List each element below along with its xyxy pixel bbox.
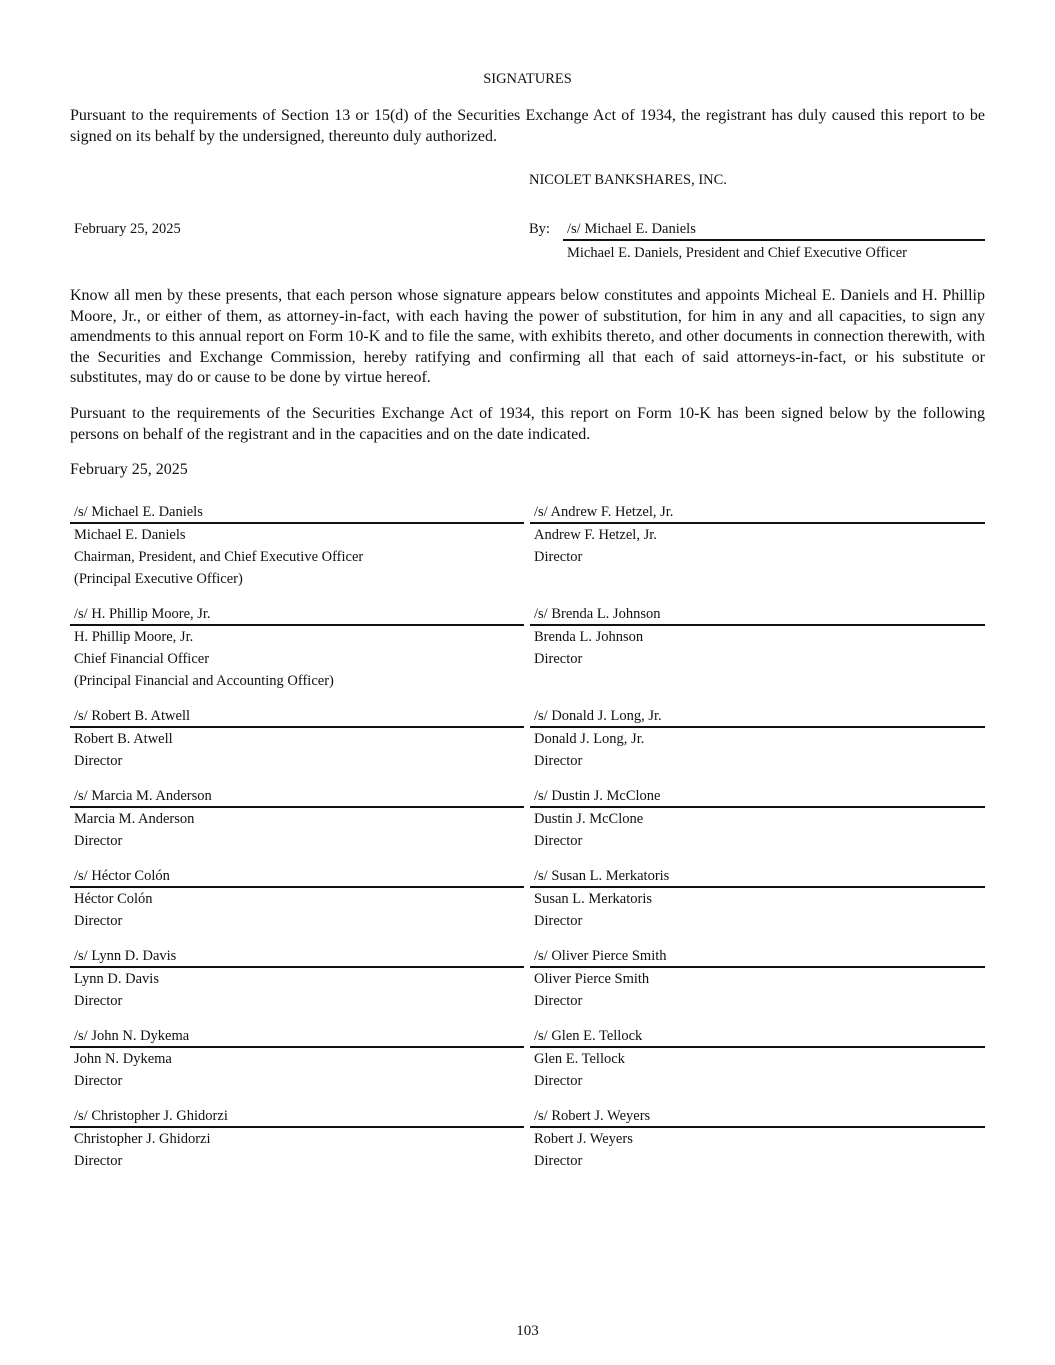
signer-title: Director bbox=[534, 753, 583, 769]
signer-title: (Principal Financial and Accounting Officer) bbox=[74, 673, 334, 689]
signature-block bbox=[530, 866, 985, 932]
company-name: NICOLET BANKSHARES, INC. bbox=[529, 172, 727, 188]
signer-title: Director bbox=[74, 913, 123, 929]
signer-name: Brenda L. Johnson bbox=[534, 629, 644, 645]
signature-line: /s/ Susan L. Merkatoris bbox=[530, 866, 985, 888]
signature-line: /s/ Donald J. Long, Jr. bbox=[530, 706, 985, 728]
signer-name: Michael E. Daniels bbox=[74, 527, 186, 543]
signature-line: /s/ Dustin J. McClone bbox=[530, 786, 985, 808]
signature-block bbox=[70, 604, 524, 692]
signer-title: Director bbox=[74, 753, 123, 769]
signature-line: /s/ Robert J. Weyers bbox=[530, 1106, 985, 1128]
signer-name: Robert B. Atwell bbox=[74, 731, 173, 747]
signature-line: /s/ Glen E. Tellock bbox=[530, 1026, 985, 1048]
signature-line: /s/ Marcia M. Anderson bbox=[70, 786, 524, 808]
signature-block bbox=[70, 1106, 524, 1172]
signature-block bbox=[70, 866, 524, 932]
signature-line: /s/ Andrew F. Hetzel, Jr. bbox=[530, 502, 985, 524]
signature-line: /s/ Brenda L. Johnson bbox=[530, 604, 985, 626]
signer-name: Lynn D. Davis bbox=[74, 971, 159, 987]
signature-line: /s/ John N. Dykema bbox=[70, 1026, 524, 1048]
signer-title: Director bbox=[534, 1073, 583, 1089]
power-of-attorney-paragraph: Know all men by these presents, that each person whose signature appears below constitutes and appoints Micheal E. Daniels and H. Phillip Moore, Jr., or either of them, as attorney-in-fact, with each having the power of substitution, for him in any and all capacities, to sign any amendments to this annual report on Form 10-K and to file the same, with exhibits thereto, and other documents in connection therewith, with the Securities and Exchange Commission, hereby ratifying and confirming all that each of said attorneys-in-fact, or his substitute or substitutes, may do or cause to be done by virtue hereof. bbox=[70, 287, 985, 387]
page-heading: SIGNATURES bbox=[483, 71, 572, 87]
signer-name: Oliver Pierce Smith bbox=[534, 971, 650, 987]
signature-line: /s/ Héctor Colón bbox=[70, 866, 524, 888]
by-label: By: bbox=[529, 221, 550, 237]
registrant-signature: /s/ Michael E. Daniels bbox=[567, 221, 696, 237]
signer-name: Andrew F. Hetzel, Jr. bbox=[534, 527, 657, 543]
signer-title: Director bbox=[534, 993, 583, 1009]
signer-title: Director bbox=[534, 651, 583, 667]
signature-block bbox=[70, 1026, 524, 1092]
signature-block bbox=[70, 502, 524, 590]
signature-line: /s/ Christopher J. Ghidorzi bbox=[70, 1106, 524, 1128]
persons-paragraph: Pursuant to the requirements of the Securities Exchange Act of 1934, this report on Form 10-K has been signed below by the following persons on behalf of the registrant and in the capacities and on the date indicated. bbox=[70, 405, 985, 443]
signer-name: Donald J. Long, Jr. bbox=[534, 731, 645, 747]
signer-title: Chief Financial Officer bbox=[74, 651, 210, 667]
signer-title: Director bbox=[74, 833, 123, 849]
intro-paragraph: Pursuant to the requirements of Section 13 or 15(d) of the Securities Exchange Act of 1934, the registrant has duly caused this report to be signed on its behalf by the undersigned, thereunto duly authorized. bbox=[70, 107, 985, 145]
signature-line: /s/ Oliver Pierce Smith bbox=[530, 946, 985, 968]
signature-block bbox=[530, 502, 985, 568]
signer-title: Director bbox=[534, 549, 583, 565]
signature-line: /s/ Robert B. Atwell bbox=[70, 706, 524, 728]
signature-block bbox=[70, 786, 524, 852]
signer-name: Héctor Colón bbox=[74, 891, 153, 907]
signature-block bbox=[530, 946, 985, 1012]
signer-title: Director bbox=[74, 993, 123, 1009]
signer-title: Chairman, President, and Chief Executive Officer bbox=[74, 549, 364, 565]
registrant-signer-title: Michael E. Daniels, President and Chief Executive Officer bbox=[567, 245, 907, 261]
signer-name: Susan L. Merkatoris bbox=[534, 891, 652, 907]
signer-title: Director bbox=[534, 1153, 583, 1169]
signature-block bbox=[530, 706, 985, 772]
page-number: 103 bbox=[516, 1323, 539, 1339]
signature-line: /s/ Michael E. Daniels bbox=[70, 502, 524, 524]
signature-block bbox=[530, 604, 985, 670]
signer-name: Robert J. Weyers bbox=[534, 1131, 633, 1147]
signature-line: /s/ H. Phillip Moore, Jr. bbox=[70, 604, 524, 626]
signer-name: Glen E. Tellock bbox=[534, 1051, 625, 1067]
signer-name: Marcia M. Anderson bbox=[74, 811, 195, 827]
signature-line bbox=[563, 239, 985, 241]
signature-block bbox=[530, 1106, 985, 1172]
signer-title: Director bbox=[74, 1073, 123, 1089]
registrant-date: February 25, 2025 bbox=[74, 221, 181, 237]
signer-name: John N. Dykema bbox=[74, 1051, 172, 1067]
signing-date: February 25, 2025 bbox=[70, 461, 188, 478]
signature-block bbox=[530, 1026, 985, 1092]
signer-name: H. Phillip Moore, Jr. bbox=[74, 629, 194, 645]
signer-title: Director bbox=[534, 913, 583, 929]
signer-title: (Principal Executive Officer) bbox=[74, 571, 243, 587]
signature-block bbox=[70, 706, 524, 772]
signature-block bbox=[530, 786, 985, 852]
signer-name: Dustin J. McClone bbox=[534, 811, 644, 827]
signer-title: Director bbox=[534, 833, 583, 849]
signer-title: Director bbox=[74, 1153, 123, 1169]
signature-line: /s/ Lynn D. Davis bbox=[70, 946, 524, 968]
signature-block bbox=[70, 946, 524, 1012]
signer-name: Christopher J. Ghidorzi bbox=[74, 1131, 211, 1147]
